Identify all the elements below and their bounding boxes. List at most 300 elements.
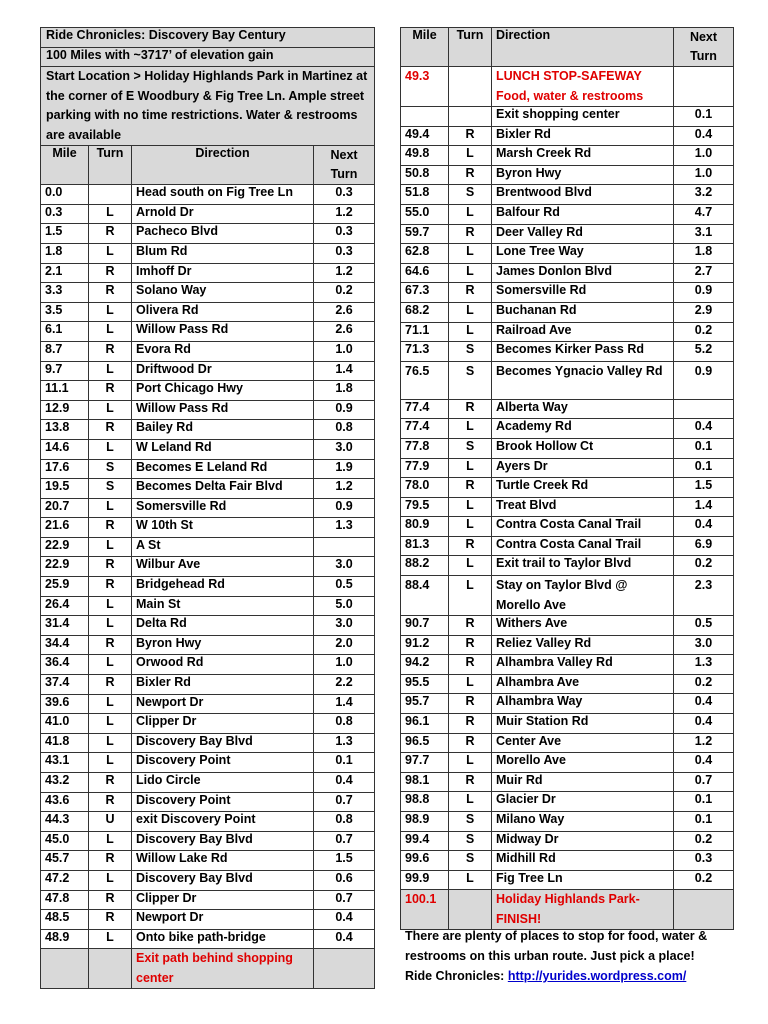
cue-row — [401, 772, 734, 792]
turn-cell: R — [89, 890, 132, 910]
mile-cell: 79.5 — [401, 497, 449, 517]
mile-cell: 71.3 — [401, 342, 449, 362]
next-turn-cell: 3.1 — [674, 224, 734, 244]
next-turn-cell: 0.4 — [674, 517, 734, 537]
direction-cell: Holiday Highlands Park-FINISH! — [492, 890, 674, 930]
cue-row — [41, 420, 375, 440]
turn-cell: R — [89, 851, 132, 871]
direction-cell: Head south on Fig Tree Ln — [132, 185, 314, 205]
direction-cell: Pacheco Blvd — [132, 224, 314, 244]
mile-cell: 68.2 — [401, 302, 449, 322]
direction-cell: Midway Dr — [492, 831, 674, 851]
cue-row — [41, 341, 375, 361]
direction-cell: Somersville Rd — [492, 283, 674, 303]
direction-cell: Midhill Rd — [492, 851, 674, 871]
direction-cell: Contra Costa Canal Trail — [492, 517, 674, 537]
mile-cell: 97.7 — [401, 753, 449, 773]
next-turn-cell: 1.9 — [314, 459, 375, 479]
turn-cell: R — [449, 165, 492, 185]
next-turn-cell — [674, 890, 734, 930]
mile-cell: 80.9 — [401, 517, 449, 537]
turn-cell: R — [89, 283, 132, 303]
turn-cell: L — [449, 753, 492, 773]
next-turn-cell: 0.8 — [314, 714, 375, 734]
mile-cell: 13.8 — [41, 420, 89, 440]
cue-row — [401, 438, 734, 458]
ride-subtitle: 100 Miles with ~3717’ of elevation gain — [41, 47, 375, 67]
mile-cell — [401, 107, 449, 127]
mile-cell: 39.6 — [41, 694, 89, 714]
mile-cell: 78.0 — [401, 478, 449, 498]
turn-cell — [449, 890, 492, 930]
direction-cell: Treat Blvd — [492, 497, 674, 517]
cue-row — [41, 655, 375, 675]
direction-cell: Port Chicago Hwy — [132, 381, 314, 401]
cue-row — [41, 577, 375, 597]
direction-cell: Alhambra Way — [492, 694, 674, 714]
turn-cell: L — [89, 929, 132, 949]
turn-cell — [449, 67, 492, 107]
mile-cell: 96.1 — [401, 714, 449, 734]
turn-cell: S — [89, 479, 132, 499]
turn-cell: R — [89, 420, 132, 440]
turn-cell: L — [449, 458, 492, 478]
turn-cell: L — [89, 616, 132, 636]
mile-cell: 47.8 — [41, 890, 89, 910]
cue-row — [401, 851, 734, 871]
next-turn-cell: 0.6 — [314, 870, 375, 890]
direction-cell: Bailey Rd — [132, 420, 314, 440]
turn-cell: R — [449, 655, 492, 675]
direction-cell: Deer Valley Rd — [492, 224, 674, 244]
next-turn-cell: 0.4 — [314, 773, 375, 793]
next-turn-cell: 1.8 — [674, 244, 734, 264]
direction-cell: Clipper Dr — [132, 890, 314, 910]
next-turn-cell: 0.4 — [674, 753, 734, 773]
col-mile: Mile — [401, 28, 449, 67]
col-next-turn: Next Turn — [314, 146, 375, 185]
direction-cell: Delta Rd — [132, 616, 314, 636]
next-turn-cell: 0.3 — [314, 243, 375, 263]
next-turn-cell: 5.0 — [314, 596, 375, 616]
turn-cell: L — [89, 243, 132, 263]
cue-row — [41, 616, 375, 636]
direction-cell: Main St — [132, 596, 314, 616]
direction-cell: W Leland Rd — [132, 439, 314, 459]
cue-row — [41, 733, 375, 753]
turn-cell: R — [89, 773, 132, 793]
mile-cell: 98.9 — [401, 812, 449, 832]
turn-cell: L — [89, 655, 132, 675]
cue-row — [41, 361, 375, 381]
turn-cell: L — [89, 733, 132, 753]
cue-row — [401, 263, 734, 283]
cue-row — [41, 890, 375, 910]
mile-cell: 14.6 — [41, 439, 89, 459]
turn-cell: R — [449, 399, 492, 419]
direction-cell: Brook Hollow Ct — [492, 438, 674, 458]
turn-cell: S — [449, 342, 492, 362]
direction-cell: Withers Ave — [492, 616, 674, 636]
direction-cell: Buchanan Rd — [492, 302, 674, 322]
direction-cell: Somersville Rd — [132, 498, 314, 518]
lunch-stop-row — [401, 67, 734, 107]
cue-row — [41, 929, 375, 949]
direction-cell: Newport Dr — [132, 694, 314, 714]
next-turn-cell: 0.5 — [314, 577, 375, 597]
mile-cell: 41.8 — [41, 733, 89, 753]
cue-row — [401, 458, 734, 478]
mile-cell: 8.7 — [41, 341, 89, 361]
next-turn-cell: 2.2 — [314, 675, 375, 695]
direction-cell: Imhoff Dr — [132, 263, 314, 283]
cue-row — [401, 302, 734, 322]
mile-cell: 0.0 — [41, 185, 89, 205]
next-turn-cell: 1.0 — [314, 655, 375, 675]
mile-cell: 26.4 — [41, 596, 89, 616]
direction-cell: Byron Hwy — [492, 165, 674, 185]
turn-cell: S — [449, 438, 492, 458]
cue-row — [41, 773, 375, 793]
mile-cell: 98.8 — [401, 792, 449, 812]
mile-cell: 99.4 — [401, 831, 449, 851]
cue-row — [41, 714, 375, 734]
direction-cell: Ayers Dr — [492, 458, 674, 478]
turn-cell: R — [449, 536, 492, 556]
mile-cell: 1.8 — [41, 243, 89, 263]
mile-cell: 19.5 — [41, 479, 89, 499]
mile-cell: 12.9 — [41, 400, 89, 420]
cue-row — [401, 536, 734, 556]
next-turn-cell: 0.4 — [314, 910, 375, 930]
direction-cell: LUNCH STOP-SAFEWAY Food, water & restrooms — [492, 67, 674, 107]
mile-cell: 76.5 — [401, 361, 449, 399]
direction-cell: Fig Tree Ln — [492, 870, 674, 890]
col-next-turn: Next Turn — [674, 28, 734, 67]
mile-cell: 99.6 — [401, 851, 449, 871]
mile-cell: 71.1 — [401, 322, 449, 342]
next-turn-cell: 0.4 — [314, 929, 375, 949]
next-turn-cell: 0.4 — [674, 419, 734, 439]
next-turn-cell: 0.2 — [674, 870, 734, 890]
mile-cell: 3.3 — [41, 283, 89, 303]
next-turn-cell: 1.5 — [674, 478, 734, 498]
next-turn-cell: 0.3 — [314, 185, 375, 205]
next-turn-cell: 0.3 — [674, 851, 734, 871]
mile-cell: 55.0 — [401, 204, 449, 224]
cue-row — [401, 714, 734, 734]
next-turn-cell: 2.9 — [674, 302, 734, 322]
direction-cell: Blum Rd — [132, 243, 314, 263]
mile-cell: 48.5 — [41, 910, 89, 930]
cue-row — [401, 753, 734, 773]
direction-cell: Brentwood Blvd — [492, 185, 674, 205]
mile-cell — [41, 949, 89, 989]
turn-cell: L — [449, 870, 492, 890]
turn-cell — [449, 107, 492, 127]
direction-cell: Muir Station Rd — [492, 714, 674, 734]
turn-cell: S — [449, 851, 492, 871]
mile-cell: 64.6 — [401, 263, 449, 283]
next-turn-cell: 0.7 — [674, 772, 734, 792]
direction-cell: Byron Hwy — [132, 635, 314, 655]
mile-cell: 49.3 — [401, 67, 449, 107]
next-turn-cell: 0.2 — [674, 831, 734, 851]
turn-cell: L — [89, 870, 132, 890]
mile-cell: 43.2 — [41, 773, 89, 793]
turn-cell: R — [449, 224, 492, 244]
direction-cell: Discovery Point — [132, 753, 314, 773]
cue-row — [401, 399, 734, 419]
next-turn-cell: 3.0 — [314, 616, 375, 636]
footer-label: Ride Chronicles: — [405, 969, 505, 983]
blog-link[interactable]: http://yurides.wordpress.com/ — [507, 969, 687, 983]
mile-cell: 67.3 — [401, 283, 449, 303]
turn-cell: L — [89, 322, 132, 342]
next-turn-cell: 0.8 — [314, 420, 375, 440]
direction-cell: Marsh Creek Rd — [492, 146, 674, 166]
cue-row — [41, 283, 375, 303]
turn-cell: L — [449, 556, 492, 576]
next-turn-cell: 4.7 — [674, 204, 734, 224]
turn-cell: R — [449, 714, 492, 734]
turn-cell: R — [89, 224, 132, 244]
direction-cell: Clipper Dr — [132, 714, 314, 734]
mile-cell: 49.4 — [401, 126, 449, 146]
direction-cell: Balfour Rd — [492, 204, 674, 224]
direction-cell: Exit trail to Taylor Blvd — [492, 556, 674, 576]
turn-cell: R — [449, 126, 492, 146]
cue-row — [401, 497, 734, 517]
turn-cell: L — [89, 204, 132, 224]
mile-cell: 77.4 — [401, 399, 449, 419]
mile-cell: 48.9 — [41, 929, 89, 949]
direction-cell: Railroad Ave — [492, 322, 674, 342]
next-turn-cell: 0.1 — [674, 812, 734, 832]
turn-cell — [89, 949, 132, 989]
next-turn-cell: 5.2 — [674, 342, 734, 362]
next-turn-cell: 0.2 — [674, 674, 734, 694]
direction-cell: Solano Way — [132, 283, 314, 303]
next-turn-cell: 0.9 — [314, 400, 375, 420]
direction-cell: Lone Tree Way — [492, 244, 674, 264]
mile-cell: 0.3 — [41, 204, 89, 224]
turn-cell: L — [449, 792, 492, 812]
turn-cell: L — [89, 439, 132, 459]
next-turn-cell: 2.6 — [314, 322, 375, 342]
direction-cell: W 10th St — [132, 518, 314, 538]
cue-row — [41, 322, 375, 342]
mile-cell: 36.4 — [41, 655, 89, 675]
turn-cell: L — [449, 322, 492, 342]
mile-cell: 51.8 — [401, 185, 449, 205]
next-turn-cell: 1.5 — [314, 851, 375, 871]
mile-cell: 77.8 — [401, 438, 449, 458]
next-turn-cell: 3.2 — [674, 185, 734, 205]
turn-cell: L — [89, 596, 132, 616]
mile-cell: 90.7 — [401, 616, 449, 636]
next-turn-cell: 1.2 — [314, 479, 375, 499]
turn-cell: R — [89, 792, 132, 812]
finish-row — [401, 890, 734, 930]
cue-row — [401, 655, 734, 675]
next-turn-cell: 1.4 — [314, 361, 375, 381]
direction-cell: exit Discovery Point — [132, 812, 314, 832]
direction-cell: Exit shopping center — [492, 107, 674, 127]
cue-row — [401, 204, 734, 224]
cue-row — [401, 107, 734, 127]
next-turn-cell: 0.2 — [674, 556, 734, 576]
cue-row — [41, 400, 375, 420]
cue-row — [401, 342, 734, 362]
direction-cell: Alberta Way — [492, 399, 674, 419]
mile-cell: 62.8 — [401, 244, 449, 264]
cue-row — [401, 674, 734, 694]
turn-cell: R — [449, 694, 492, 714]
cue-row — [41, 537, 375, 557]
turn-cell — [89, 185, 132, 205]
turn-cell: L — [449, 674, 492, 694]
direction-cell: James Donlon Blvd — [492, 263, 674, 283]
next-turn-cell: 0.7 — [314, 792, 375, 812]
footer-note — [405, 926, 725, 986]
cue-row — [401, 831, 734, 851]
direction-cell: Orwood Rd — [132, 655, 314, 675]
turn-cell: L — [89, 302, 132, 322]
mile-cell: 95.7 — [401, 694, 449, 714]
cue-row — [41, 910, 375, 930]
turn-cell: L — [449, 204, 492, 224]
direction-cell: Alhambra Ave — [492, 674, 674, 694]
next-turn-cell: 2.3 — [674, 576, 734, 616]
next-turn-cell: 0.1 — [674, 792, 734, 812]
direction-cell: Arnold Dr — [132, 204, 314, 224]
next-turn-cell: 0.8 — [314, 812, 375, 832]
next-turn-cell: 1.2 — [314, 204, 375, 224]
next-turn-cell: 0.1 — [314, 753, 375, 773]
next-turn-cell: 0.2 — [674, 322, 734, 342]
mile-cell: 49.8 — [401, 146, 449, 166]
cue-row — [401, 165, 734, 185]
turn-cell: R — [89, 263, 132, 283]
mile-cell: 43.1 — [41, 753, 89, 773]
cue-row — [401, 244, 734, 264]
turn-cell: R — [449, 635, 492, 655]
next-turn-cell: 1.2 — [314, 263, 375, 283]
mile-cell: 47.2 — [41, 870, 89, 890]
turn-cell: R — [89, 341, 132, 361]
next-turn-cell: 1.8 — [314, 381, 375, 401]
cue-sheet-right — [400, 27, 734, 930]
cue-row — [41, 518, 375, 538]
mile-cell: 91.2 — [401, 635, 449, 655]
next-turn-cell: 1.4 — [314, 694, 375, 714]
cue-row — [401, 517, 734, 537]
cue-row — [401, 322, 734, 342]
cue-row — [401, 478, 734, 498]
cue-row — [401, 419, 734, 439]
direction-cell: Center Ave — [492, 733, 674, 753]
mile-cell: 6.1 — [41, 322, 89, 342]
turn-cell: R — [89, 557, 132, 577]
cue-row — [401, 812, 734, 832]
direction-cell: Morello Ave — [492, 753, 674, 773]
cue-row — [401, 792, 734, 812]
mile-cell: 59.7 — [401, 224, 449, 244]
mile-cell: 45.7 — [41, 851, 89, 871]
cue-row — [401, 694, 734, 714]
direction-cell: Academy Rd — [492, 419, 674, 439]
cue-row — [41, 753, 375, 773]
direction-cell: Becomes E Leland Rd — [132, 459, 314, 479]
next-turn-cell: 0.4 — [674, 694, 734, 714]
ride-title: Ride Chronicles: Discovery Bay Century — [41, 28, 375, 48]
mile-cell: 22.9 — [41, 537, 89, 557]
mile-cell: 77.9 — [401, 458, 449, 478]
cue-row — [41, 498, 375, 518]
next-turn-cell: 0.9 — [674, 361, 734, 399]
cue-row — [41, 459, 375, 479]
direction-cell: Willow Pass Rd — [132, 400, 314, 420]
turn-cell: R — [449, 283, 492, 303]
next-turn-cell: 1.2 — [674, 733, 734, 753]
next-turn-cell: 1.4 — [674, 497, 734, 517]
turn-cell: R — [449, 733, 492, 753]
col-mile: Mile — [41, 146, 89, 185]
cue-row — [41, 831, 375, 851]
start-location: Start Location > Holiday Highlands Park in Martinez at the corner of E Woodbury & Fig Tree Ln. Ample street parking with no time restrictions. Water & restrooms are available — [41, 67, 375, 146]
next-turn-cell: 1.0 — [674, 165, 734, 185]
turn-cell: L — [89, 714, 132, 734]
mile-cell: 9.7 — [41, 361, 89, 381]
mile-cell: 37.4 — [41, 675, 89, 695]
next-turn-cell — [674, 67, 734, 107]
cue-row — [41, 870, 375, 890]
turn-cell: L — [89, 831, 132, 851]
mile-cell: 3.5 — [41, 302, 89, 322]
turn-cell: L — [89, 694, 132, 714]
direction-cell: Becomes Ygnacio Valley Rd — [492, 361, 674, 399]
cue-row — [401, 733, 734, 753]
cue-row — [41, 302, 375, 322]
next-turn-cell: 2.0 — [314, 635, 375, 655]
mile-cell: 25.9 — [41, 577, 89, 597]
direction-cell: Muir Rd — [492, 772, 674, 792]
col-direction: Direction — [132, 146, 314, 185]
turn-cell: R — [89, 518, 132, 538]
mile-cell: 43.6 — [41, 792, 89, 812]
turn-cell: R — [89, 910, 132, 930]
direction-cell: Stay on Taylor Blvd @ Morello Ave — [492, 576, 674, 616]
footer-text: There are plenty of places to stop for food, water & restrooms on this urban route. Just pick a place! — [405, 929, 708, 963]
cue-row — [41, 792, 375, 812]
cue-row — [41, 675, 375, 695]
direction-cell: Becomes Kirker Pass Rd — [492, 342, 674, 362]
mile-cell: 95.5 — [401, 674, 449, 694]
direction-cell: Willow Pass Rd — [132, 322, 314, 342]
turn-cell: L — [449, 263, 492, 283]
direction-cell: Driftwood Dr — [132, 361, 314, 381]
mile-cell: 2.1 — [41, 263, 89, 283]
turn-cell: L — [89, 537, 132, 557]
mile-cell: 98.1 — [401, 772, 449, 792]
turn-cell: S — [449, 831, 492, 851]
next-turn-cell: 2.6 — [314, 302, 375, 322]
next-turn-cell: 0.1 — [674, 458, 734, 478]
cue-row — [41, 851, 375, 871]
mile-cell: 1.5 — [41, 224, 89, 244]
cue-row — [41, 439, 375, 459]
